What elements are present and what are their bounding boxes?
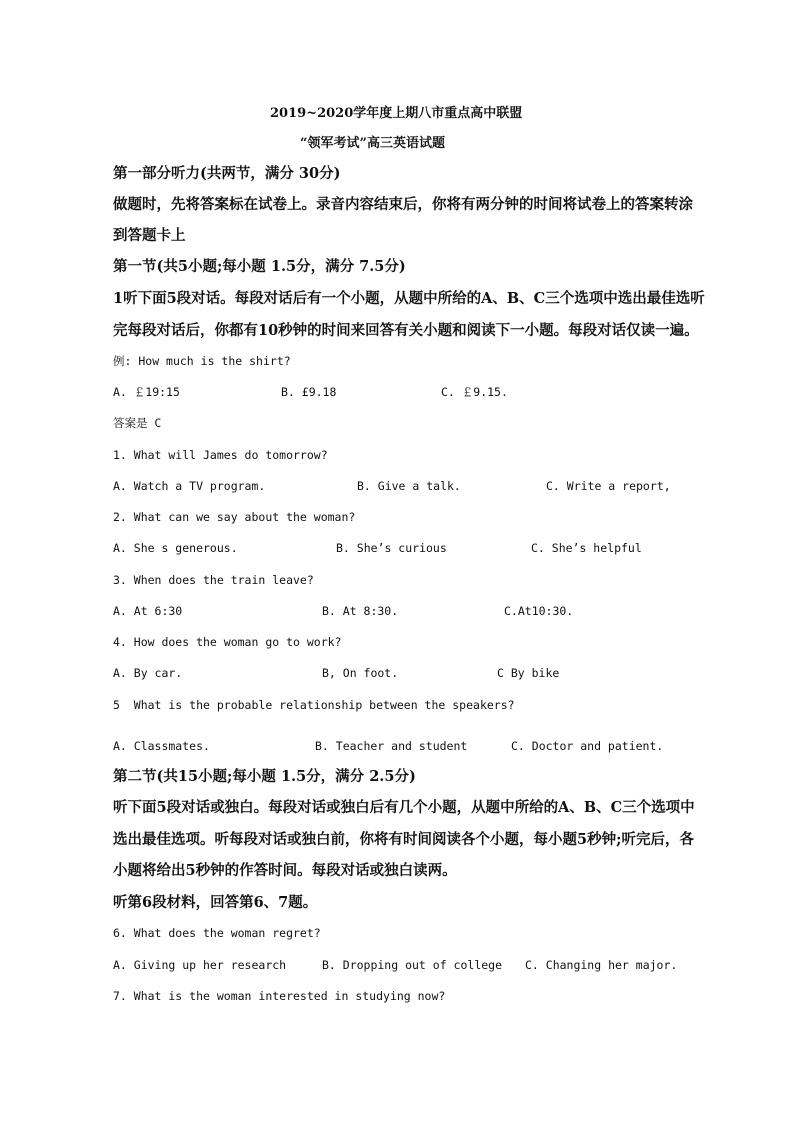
question-6-option-a: A. Giving up her research (113, 958, 287, 972)
part1-instruction-line1: 做题时，先将答案标在试卷上。录音内容结束后，你将有两分钟的时间将试卷上的答案转涂 (113, 196, 693, 213)
question-2-option-a: A. She s generous. (113, 541, 238, 555)
question-7: 7. What is the woman interested in studying now? (113, 989, 446, 1003)
question-5: 5 What is the probable relationship between the speakers? (113, 698, 515, 712)
question-6: 6. What does the woman regret? (113, 926, 321, 940)
question-4: 4. How does the woman go to work? (113, 635, 342, 649)
section1-instruction-line1: 1听下面5段对话。每段对话后有一个小题，从题中所给的A、B、C三个选项中选出最佳选听 (113, 290, 705, 307)
question-1-option-c: C. Write a report, (546, 479, 671, 493)
example-option-a: A. ￡19:15 (113, 385, 180, 399)
question-4-option-b: B, On foot. (322, 666, 399, 680)
material-intro: 听第6段材料，回答第6、7题。 (113, 894, 318, 911)
example-option-b: B. £9.18 (281, 385, 337, 399)
section2-instruction-line3: 小题将给出5秒钟的作答时间。每段对话或独白读两。 (113, 862, 457, 879)
question-3-option-b: B. At 8:30. (322, 604, 399, 618)
question-1-option-b: B. Give a talk. (357, 479, 461, 493)
exam-title: 2019~2020学年度上期八市重点高中联盟 (270, 106, 523, 121)
section1-instruction-line2: 完每段对话后，你都有10秒钟的时间来回答有关小题和阅读下一小题。每段对话仅读一遍。 (113, 322, 699, 339)
question-5-option-b: B. Teacher and student (315, 739, 468, 753)
part1-heading: 第一部分听力(共两节，满分 30分) (113, 165, 341, 182)
section2-instruction-line2: 选出最佳选项。听每段对话或独白前，你将有时间阅读各个小题，每小题5秒钟;听完后，各 (113, 831, 694, 848)
question-3-option-c: C.At10:30. (504, 604, 574, 618)
section2-heading: 第二节(共15小题;每小题 1.5分，满分 2.5分) (113, 768, 416, 785)
question-5-option-c: C. Doctor and patient. (511, 739, 664, 753)
question-2-option-b: B. She’s curious (336, 541, 447, 555)
question-2: 2. What can we say about the woman? (113, 510, 356, 524)
question-4-option-a: A. By car. (113, 666, 183, 680)
question-4-option-c: C By bike (497, 666, 560, 680)
part1-instruction-line2: 到答题卡上 (113, 227, 186, 244)
question-6-option-b: B. Dropping out of college (322, 958, 503, 972)
example-option-c: C. ￡9.15. (441, 385, 508, 399)
example-question: 例: How much is the shirt? (113, 354, 291, 368)
question-5-option-a: A. Classmates. (113, 739, 210, 753)
exam-subtitle: “领军考试”高三英语试题 (300, 136, 445, 151)
section2-instruction-line1: 听下面5段对话或独白。每段对话或独白后有几个小题，从题中所给的A、B、C三个选项中 (113, 799, 695, 816)
question-1: 1. What will James do tomorrow? (113, 448, 328, 462)
section1-heading: 第一节(共5小题;每小题 1.5分，满分 7.5分) (113, 258, 406, 275)
question-3: 3. When does the train leave? (113, 573, 314, 587)
question-2-option-c: C. She’s helpful (531, 541, 642, 555)
question-1-option-a: A. Watch a TV program. (113, 479, 266, 493)
question-6-option-c: C. Changing her major. (525, 958, 678, 972)
question-3-option-a: A. At 6:30 (113, 604, 183, 618)
example-answer: 答案是 C (113, 416, 162, 430)
